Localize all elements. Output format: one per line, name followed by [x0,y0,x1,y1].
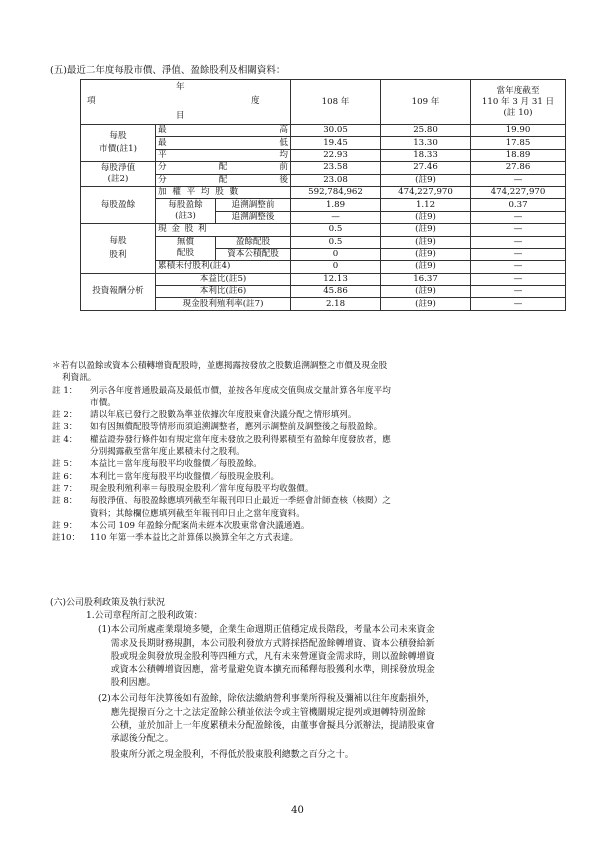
group-market-price-l2: 市價(註1) [99,144,137,155]
note-item [50,458,570,470]
policy-line: 應先提撥百分之十之法定盈餘公積並依法令或主管機關規定提列或迴轉特別盈餘 [110,707,426,718]
header-degree: 度 [251,96,260,106]
cell-value: 19.45 [291,137,381,149]
financial-table [80,79,566,311]
note-text: 列示各年度普通股最高及最低市價，並按各年度成交值與成交量計算各年度平均 市價。 [90,385,391,408]
earnings-share-label: 盈餘配股 [216,236,291,248]
cell-value: (註9) [381,286,471,298]
policy-item-2 [50,693,570,762]
cell-value: 22.93 [291,149,381,161]
label-a: 最 [158,137,167,148]
label-b: 均 [279,149,289,160]
header-item: 項 [87,96,96,106]
cell-value: 25.80 [381,125,471,137]
cell-value: 0 [291,248,381,260]
header-year: 年 [176,82,185,92]
cell-value: (註9) [381,248,471,260]
note-label: 註 8： [52,496,78,507]
header-col-109: 109 年 [381,80,471,125]
cell-value: 23.58 [291,162,381,174]
note-label: 註 2： [52,410,78,421]
policy-line: 股利因應。 [110,678,156,689]
cell-value: (註9) [381,261,471,273]
cell-value: (註9) [381,224,471,236]
eps-before-label: 追溯調整前 [216,199,291,211]
page-number: 40 [291,805,304,816]
cash-dividend-label: 現 金 股 利 [156,224,291,236]
group-eps: 每股盈餘 [81,186,156,223]
policy-item-1-text [111,624,435,690]
note-text: 如有因無償配股等情形而須追溯調整者，應列示調整前及調整後之每股盈餘。 [90,422,383,433]
cell-value: 0.5 [291,236,381,248]
yield-label: 現金股利殖利率(註7) [156,298,291,310]
eps-sub-l1: 每股盈餘 [168,200,203,211]
note-item [50,385,570,410]
table-header-row [81,80,566,125]
group-net-value [81,162,156,187]
group-market-price-l1: 每股 [109,131,127,142]
policy-line: 或資本公積轉增資因應，當考量避免資本擴充而稀釋每股獲利水準，則採發放現金 [110,665,435,676]
group-market-price [81,125,156,162]
label-m: 配 [218,174,228,185]
cell-value: 2.18 [291,298,381,310]
group-roi: 投資報酬分析 [81,273,156,310]
note-item [50,520,570,532]
cell-value: 0 [291,261,381,273]
group-net-value-l2: (註2) [107,174,129,185]
group-dividend [81,224,156,274]
note-item [50,421,570,433]
policy-item-1-label: (1) [98,625,111,636]
star-note-line1: ＊若有以盈餘或資本公積轉增資配股時，並應揭露按發放之股數追溯調整之市價及現金股 [52,361,388,371]
note-item [50,409,570,421]
section6 [50,597,570,762]
label-b: 高 [279,125,289,136]
note-text: 110 年第一季本益比之計算係以換算全年之方式表達。 [90,533,299,544]
cell-value: 30.05 [291,125,381,137]
row-label [156,137,291,149]
note-label: 註 3： [52,422,78,433]
free-share-label [156,236,216,261]
policy-line: 股或現金與發放現金股利等四種方式，凡有未來營運資金需求時，則以盈餘轉增資 [110,651,435,662]
row-label [156,162,291,174]
policy-line: 本公司所處產業環境多變，企業生命週期正值穩定成長階段，考量本公司未來資金 [110,625,435,636]
free-share-l2: 配股 [176,248,195,259]
note-label: 註 5： [52,459,78,470]
table-row [81,162,566,174]
row-label [156,174,291,186]
note-text: 本利比＝當年度每股平均收盤價／每股現金股利。 [90,471,280,482]
note-label: 註 1： [52,385,78,396]
label-b: 後 [279,174,289,185]
cell-value: 0.5 [291,224,381,236]
label-a: 最 [158,125,167,136]
cell-value: — [471,224,566,236]
cell-value: — [471,273,566,285]
cell-value: 12.13 [291,273,381,285]
policy-line: 需求及長期財務規劃，本公司股利發放方式將採搭配盈餘轉增資、資本公積發給新 [110,638,435,649]
cell-value: 1.12 [381,199,471,211]
cell-value: — [471,248,566,260]
eps-sub-l2: (註3) [175,211,196,222]
cell-value: 45.86 [291,286,381,298]
header-col-108: 108 年 [291,80,381,125]
cell-value: — [471,286,566,298]
pe-label: 本益比(註5) [156,273,291,285]
note-item [50,471,570,483]
cell-value: 474,227,970 [381,186,471,198]
eps-after-label: 追溯調整後 [216,211,291,223]
note-text: 本公司 109 年盈餘分配案尚未經本次股東常會決議通過。 [90,520,310,531]
cell-value: 13.30 [381,137,471,149]
note-text: 本益比＝當年度每股平均收盤價／每股盈餘。 [90,459,262,470]
cell-value: 18.33 [381,149,471,161]
cell-value: 18.89 [471,149,566,161]
note-list [50,385,570,545]
table-row [81,273,566,285]
free-share-l1: 無償 [176,237,195,248]
header-mu: 目 [176,111,185,121]
row-label [156,149,291,161]
weighted-shares-label: 加 權 平 均 股 數 [156,186,291,198]
cell-value: (註9) [381,298,471,310]
table-row [81,186,566,198]
section5-title: (五)最近二年度每股市價、淨值、盈餘股利及相關資料： [50,65,286,76]
cell-value: 27.86 [471,162,566,174]
cell-value: 19.90 [471,125,566,137]
group-net-value-l1: 每股淨值 [100,163,136,174]
cell-value: (註9) [381,211,471,223]
note-text: 請以年底已發行之股數為準並依據次年度股東會決議分配之情形填列。 [90,410,357,421]
cell-value: 1.89 [291,199,381,211]
note-item [50,532,570,544]
cell-value: 474,227,970 [471,186,566,198]
cell-value: (註9) [381,236,471,248]
table-row [81,125,566,137]
label-m: 配 [218,162,228,173]
group-dividend-l2: 股利 [109,250,127,261]
policy-line: 本公司每年決算後如有盈餘，除依法繳納營利事業所得稅及彌補以往年度虧損外， [110,694,435,705]
header-col-current [471,80,566,125]
note-text: 現金股利殖利率＝每股現金股利／當年度每股平均收盤價。 [90,483,314,494]
policy-line: 承認後分配之。 [110,734,174,745]
policy-line: 公積，並於加計上一年度累積未分配盈餘後，由董事會擬具分派辦法，提請股東會 [110,720,435,731]
note-label: 註 6： [52,471,78,482]
cell-value: 16.37 [381,273,471,285]
header-diagonal-cell [81,80,291,125]
note-label: 註 7： [52,483,78,494]
note-label: 註10： [52,533,81,544]
note-item [50,495,570,520]
header-col3-line3: (註 10) [503,107,533,118]
label-b: 低 [279,137,289,148]
cell-value: 17.85 [471,137,566,149]
eps-sub-label [156,199,216,224]
star-note-line2: 利資訊。 [62,373,97,384]
table-row [81,224,566,236]
header-col3-line2: 110 年 3 月 31 日 [481,96,555,107]
cell-value: 23.08 [291,174,381,186]
note-label: 註 9： [52,520,78,531]
cell-value: — [471,174,566,186]
accum-dividend-label: 累積未付股利(註4) [156,261,291,273]
cell-value: 0.37 [471,199,566,211]
group-dividend-l1: 每股 [109,236,127,247]
cell-value: — [471,298,566,310]
capital-share-label: 資本公積配股 [216,248,291,260]
note-label: 註 4： [52,434,78,445]
section6-title: (六)公司股利政策及執行狀況 [50,598,166,608]
note-item [50,434,570,459]
cell-value: 27.46 [381,162,471,174]
note-text: 每股淨值、每股盈餘應填列截至年報刊印日止最近一季經會計師查核（核閱）之 資料；其餘欄位應填列截至年報刊印日止之當年度資料。 [90,496,391,519]
cell-value: — [471,261,566,273]
label-b: 前 [279,162,289,173]
cell-value: — [471,211,566,223]
policy-item-2-tail: 股東所分派之現金股利，不得低於股東股利總數之百分之十。 [110,750,354,761]
policy-item-2-text [111,693,435,762]
policy-item-2-label: (2) [98,694,111,705]
cell-value: 592,784,962 [291,186,381,198]
cell-value: — [291,211,381,223]
cell-value: — [471,236,566,248]
pd-label: 本利比(註6) [156,286,291,298]
note-text: 權益證券發行條件如有規定當年度未發放之股利得累積至有盈餘年度發放者，應 分別揭露截至當年度止累積未付之股利。 [90,434,391,458]
label-a: 平 [158,149,167,160]
table-notes [50,360,570,544]
section6-subtitle: 1.公司章程所訂之股利政策： [86,611,203,622]
label-a: 分 [158,174,167,185]
header-col3-line1: 當年度截至 [496,85,540,96]
note-item [50,483,570,495]
policy-item-1 [50,624,570,690]
label-a: 分 [158,162,167,173]
row-label [156,125,291,137]
cell-value: (註9) [381,174,471,186]
